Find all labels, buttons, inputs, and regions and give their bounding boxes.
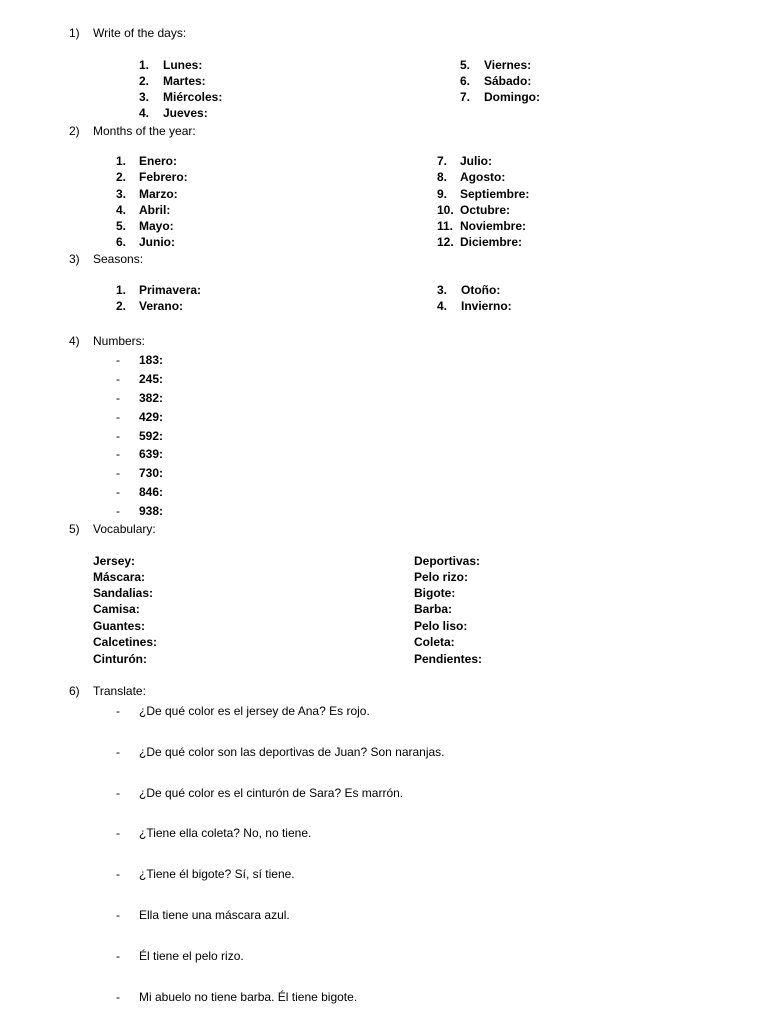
list-number: 12. <box>437 235 454 249</box>
list-number: 2. <box>116 170 127 184</box>
section-title: Seasons: <box>93 252 144 266</box>
list-number: 5. <box>460 58 471 72</box>
list-item: Primavera: <box>139 283 202 297</box>
list-number: 6. <box>460 74 471 88</box>
dash-bullet: - <box>116 867 120 881</box>
vocab-item: Sandalias: <box>93 586 154 600</box>
vocab-item: Guantes: <box>93 619 146 633</box>
dash-bullet: - <box>116 466 120 480</box>
list-item: 429: <box>139 410 164 424</box>
dash-bullet: - <box>116 504 120 518</box>
list-item: Junio: <box>139 235 175 249</box>
list-item: Febrero: <box>139 170 188 184</box>
vocab-item: Camisa: <box>93 602 140 616</box>
list-item: Verano: <box>139 299 184 313</box>
vocab-item: Pendientes: <box>414 652 483 666</box>
list-item: Invierno: <box>461 299 512 313</box>
vocab-item: Bigote: <box>414 586 456 600</box>
list-item: Octubre: <box>460 203 511 217</box>
section-title: Write of the days: <box>93 26 187 40</box>
vocab-item: Máscara: <box>93 570 146 584</box>
list-item: Otoño: <box>461 283 501 297</box>
list-item: 245: <box>139 372 164 386</box>
list-item: Abril: <box>139 203 171 217</box>
list-item: Viernes: <box>484 58 532 72</box>
list-item: 639: <box>139 447 164 461</box>
list-item: Domingo: <box>484 90 540 104</box>
sentence: Él tiene el pelo rizo. <box>139 949 244 963</box>
list-item: Martes: <box>163 74 206 88</box>
section-number: 1) <box>69 26 80 40</box>
dash-bullet: - <box>116 745 120 759</box>
list-item: Sábado: <box>484 74 532 88</box>
dash-bullet: - <box>116 704 120 718</box>
vocab-item: Pelo rizo: <box>414 570 469 584</box>
list-number: 7. <box>437 154 448 168</box>
section-number: 6) <box>69 684 80 698</box>
section-number: 5) <box>69 522 80 536</box>
list-number: 1. <box>116 283 127 297</box>
dash-bullet: - <box>116 990 120 1004</box>
vocab-item: Jersey: <box>93 554 136 568</box>
dash-bullet: - <box>116 353 120 367</box>
dash-bullet: - <box>116 786 120 800</box>
list-number: 2. <box>116 299 127 313</box>
dash-bullet: - <box>116 410 120 424</box>
vocab-item: Cinturón: <box>93 652 147 666</box>
dash-bullet: - <box>116 447 120 461</box>
sentence: ¿De qué color es el cinturón de Sara? Es marrón. <box>139 786 404 800</box>
list-number: 3. <box>116 187 127 201</box>
list-number: 9. <box>437 187 448 201</box>
list-item: Jueves: <box>163 106 208 120</box>
list-number: 8. <box>437 170 448 184</box>
vocab-item: Coleta: <box>414 635 455 649</box>
list-number: 6. <box>116 235 127 249</box>
dash-bullet: - <box>116 908 120 922</box>
list-item: 382: <box>139 391 164 405</box>
list-number: 3. <box>437 283 448 297</box>
sentence: Ella tiene una máscara azul. <box>139 908 290 922</box>
list-number: 4. <box>116 203 127 217</box>
list-item: 938: <box>139 504 164 518</box>
dash-bullet: - <box>116 391 120 405</box>
section-title: Numbers: <box>93 334 146 348</box>
list-item: Marzo: <box>139 187 178 201</box>
dash-bullet: - <box>116 485 120 499</box>
list-item: 592: <box>139 429 164 443</box>
list-item: Septiembre: <box>460 187 530 201</box>
section-number: 4) <box>69 334 80 348</box>
list-number: 4. <box>139 106 150 120</box>
list-number: 3. <box>139 90 150 104</box>
section-title: Translate: <box>93 684 146 698</box>
vocab-item: Calcetines: <box>93 635 158 649</box>
section-title: Vocabulary: <box>93 522 156 536</box>
list-item: Agosto: <box>460 170 506 184</box>
list-item: Enero: <box>139 154 178 168</box>
list-item: Miércoles: <box>163 90 223 104</box>
list-number: 5. <box>116 219 127 233</box>
list-item: 730: <box>139 466 164 480</box>
sentence: ¿De qué color son las deportivas de Juan? Son naranjas. <box>139 745 445 759</box>
sentence: ¿Tiene él bigote? Sí, sí tiene. <box>139 867 295 881</box>
list-number: 1. <box>116 154 127 168</box>
dash-bullet: - <box>116 372 120 386</box>
dash-bullet: - <box>116 949 120 963</box>
dash-bullet: - <box>116 429 120 443</box>
list-number: 10. <box>437 203 454 217</box>
dash-bullet: - <box>116 826 120 840</box>
list-item: Mayo: <box>139 219 174 233</box>
vocab-item: Pelo liso: <box>414 619 468 633</box>
list-item: Julio: <box>460 154 492 168</box>
vocab-item: Deportivas: <box>414 554 481 568</box>
list-number: 11. <box>437 219 454 233</box>
list-item: 846: <box>139 485 164 499</box>
list-item: Noviembre: <box>460 219 527 233</box>
sentence: ¿De qué color es el jersey de Ana? Es rojo. <box>139 704 370 718</box>
list-number: 7. <box>460 90 471 104</box>
list-item: 183: <box>139 353 164 367</box>
sentence: Mi abuelo no tiene barba. Él tiene bigote. <box>139 990 358 1004</box>
section-number: 2) <box>69 124 80 138</box>
section-title: Months of the year: <box>93 124 196 138</box>
vocab-item: Barba: <box>414 602 453 616</box>
list-item: Lunes: <box>163 58 203 72</box>
list-number: 2. <box>139 74 150 88</box>
list-item: Diciembre: <box>460 235 523 249</box>
list-number: 4. <box>437 299 448 313</box>
list-number: 1. <box>139 58 150 72</box>
sentence: ¿Tiene ella coleta? No, no tiene. <box>139 826 312 840</box>
section-number: 3) <box>69 252 80 266</box>
